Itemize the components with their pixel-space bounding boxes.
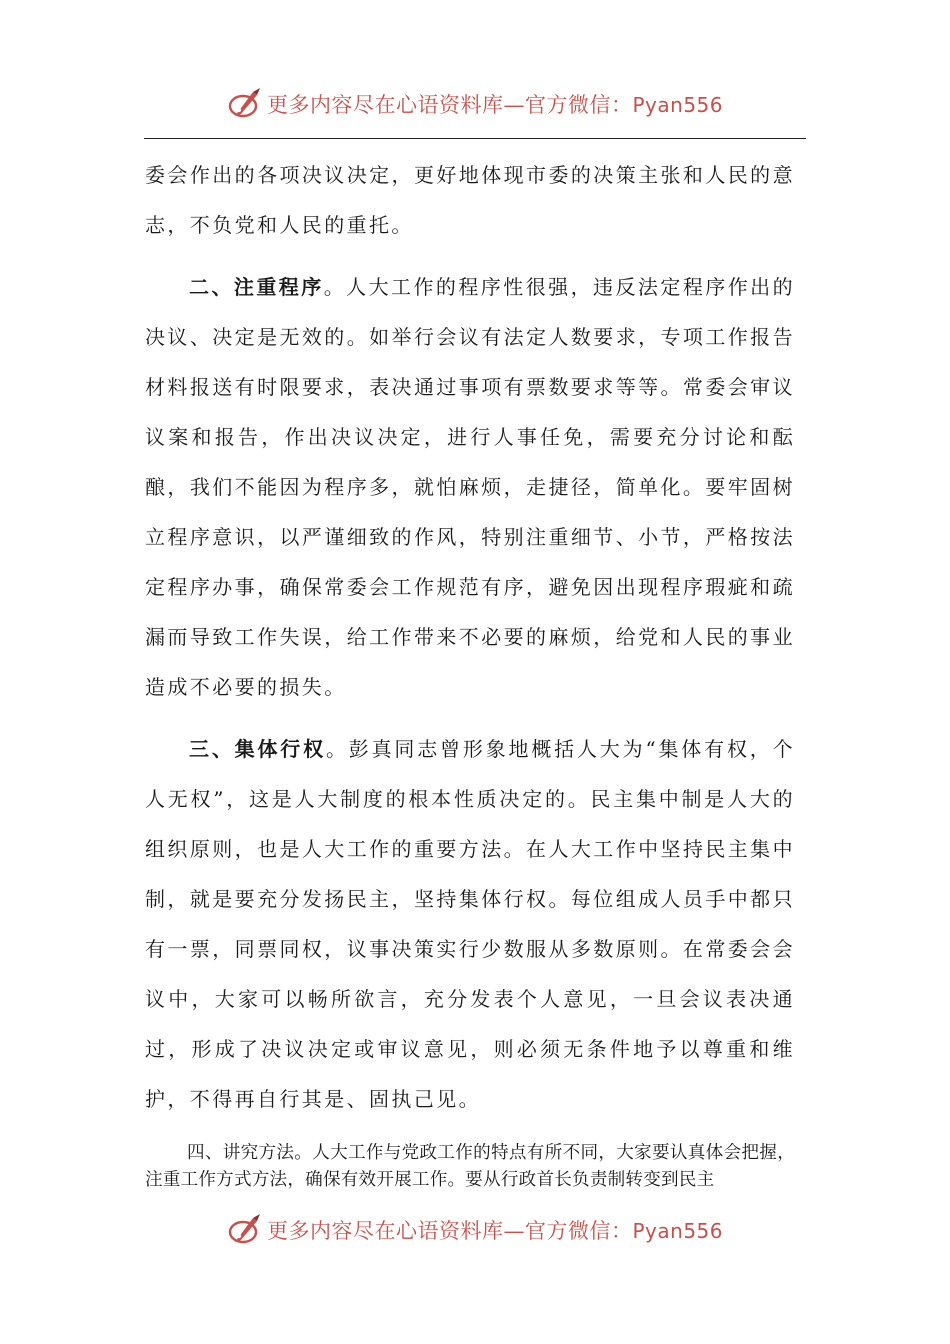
banner-wechat-id: Pyan556: [632, 93, 723, 117]
document-body: [145, 150, 795, 1194]
paragraph-1: 委会作出的各项决议决定，更好地体现市委的决策主张和人民的意志，不负党和人民的重托。: [145, 163, 795, 237]
banner-text: 更多内容尽在心语资料库—官方微信：Pyan556: [266, 1219, 723, 1243]
banner-text: 更多内容尽在心语资料库—官方微信：Pyan556: [266, 93, 723, 117]
collective-text: 。彭真同志曾形象地概括人大为“集体有权，个人无权”，这是人大制度的根本性质决定的。民主集中制是人大的组织原则，也是人大工作的重要方法。在人大工作中坚持民主集中制，就是要充分发扬民主，坚持集体行权。每位组成人员手中都只有一票，同票同权，议事决策实行少数服从多数原则。在常委会会议中，大家可以畅所欲言，充分发表个人意见，一旦会议表决通过，形成了决议决定或审议意见，则必须无条件地予以尊重和维护，不得再自行其是、固执己见。: [145, 737, 795, 1111]
banner-wechat-id: Pyan556: [632, 1219, 723, 1243]
collective-heading: 三、集体行权: [189, 737, 326, 761]
header-banner: [0, 84, 950, 124]
paragraph-method: 四、讲究方法。人大工作与党政工作的特点有所不同，大家要认真体会把握，注重工作方式方法，确保有效开展工作。要从行政首长负责制转变到民主: [145, 1143, 795, 1190]
quill-pen-logo-icon: [227, 1212, 263, 1248]
footer-banner: [0, 1210, 950, 1250]
procedure-heading: 二、注重程序: [189, 275, 324, 299]
procedure-text: 。人大工作的程序性很强，违反法定程序作出的决议、决定是无效的。如举行会议有法定人数要求，专项工作报告材料报送有时限要求，表决通过事项有票数要求等等。常委会审议议案和报告，作出决议决定，进行人事任免，需要充分讨论和酝酿，我们不能因为程序多，就怕麻烦，走捷径，简单化。要牢固树立程序意识，以严谨细致的作风，特别注重细节、小节，严格按法定程序办事，确保常委会工作规范有序，避免因出现程序瑕疵和疏漏而导致工作失误，给工作带来不必要的麻烦，给党和人民的事业造成不必要的损失。: [145, 275, 796, 699]
quill-pen-logo-icon: [227, 86, 263, 122]
paragraph-procedure: [145, 262, 795, 712]
paragraph-collective: [145, 724, 795, 1124]
header-divider: [144, 138, 806, 139]
